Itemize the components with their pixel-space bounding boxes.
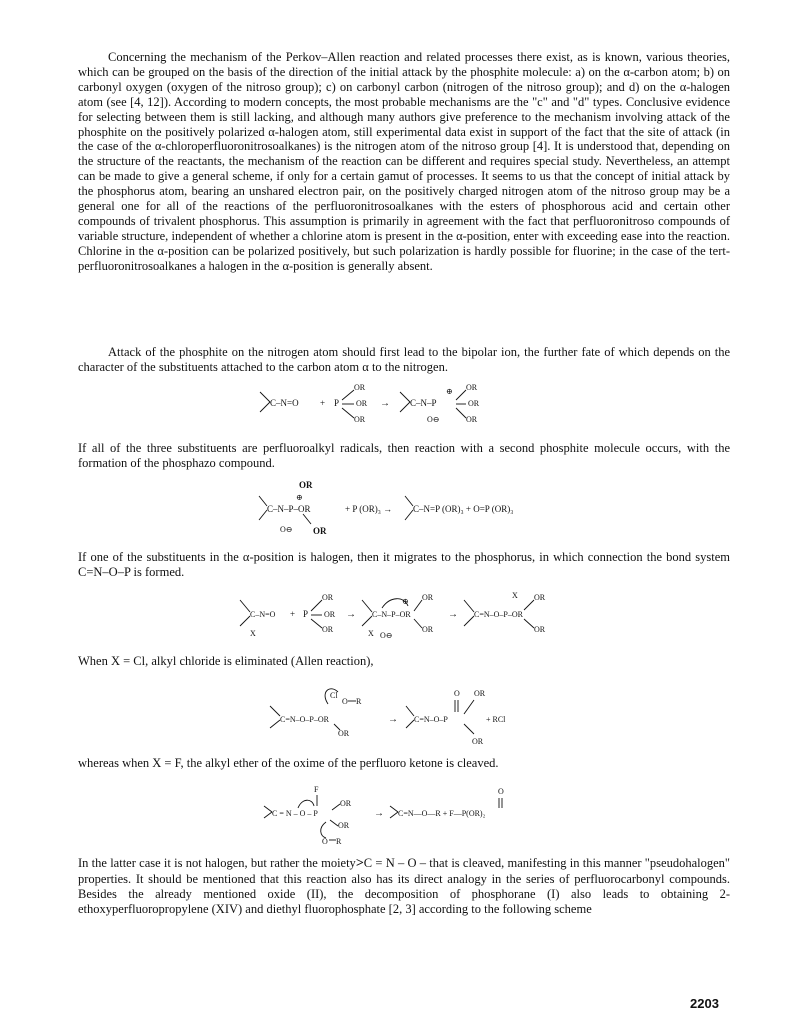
scheme5-product: C=N—O—R + F—P(OR)₂ [398, 809, 486, 818]
pseudohalogen-text-start: In the latter case it is not halogen, but rather the moiety [78, 856, 356, 870]
scheme3-charge-minus: O⊖ [380, 631, 393, 640]
scheme4-left: C=N–O–P–OR [280, 715, 329, 724]
scheme5-left: C = N – O – P [272, 809, 318, 818]
scheme4-or-bottom: OR [472, 737, 484, 746]
scheme3-charge-plus: ⊕ [402, 597, 409, 606]
scheme2-or-bottom: OR [313, 526, 327, 536]
scheme3-arrow-2: → [448, 609, 458, 620]
scheme4-arrow: → [388, 714, 398, 725]
scheme2-or-top: OR [299, 480, 313, 490]
scheme2-reagent: + P (OR)₃ → [345, 504, 393, 514]
scheme2-charge-plus: ⊕ [296, 493, 303, 502]
paragraph-oxime-cleavage: whereas when X = F, the alkyl ether of the oxime of the perfluoro ketone is cleaved. [78, 756, 499, 770]
scheme1-or-2: OR [356, 399, 368, 408]
scheme1-product-or-3: OR [466, 415, 478, 424]
scheme4-product: C=N–O–P [414, 715, 448, 724]
scheme2-product: C–N=P (OR)₃ + O=P (OR)₃ [413, 504, 514, 514]
scheme4-o: O [342, 697, 348, 706]
scheme-bipolar-ion [250, 378, 550, 430]
scheme3-product: C=N–O–P–OR [474, 610, 523, 619]
scheme1-or-3: OR [354, 415, 366, 424]
page-number: 2203 [690, 996, 719, 1011]
scheme1-arrow: → [380, 398, 390, 409]
paragraph-mechanism-theories: Concerning the mechanism of the Perkov–Allen reaction and related processes there exist, as is known, various theories, which can be grouped on the basis of the direction of the initial attack by the phosphite molecule: a) on the α-carbon atom; b) on carbonyl oxygen (oxygen of the nitroso group); c) on carbonyl carbon (nitrogen of the nitroso group); and d) on the α-halogen atom (see [4, 12]). According to modern concepts, the most probable mechanisms are the "c" and "d" types. Conclusive evidence for selecting between them is still lacking, and although many authors give preference to the mechanism involving attack of the phosphite on the positively polarized α-halogen atom, still experimental data exist in support of the fact that the site of attack (in the case of the α-chloroperfluoronitrosoalkanes) is the nitrogen atom of the nitroso group [4]. It is understood that, depending on the structure of the reactants, the mechanism of the reaction can be different and requires special study. Nevertheless, an attempt can be made to give a general scheme, if only for a certain gamut of processes. It seems to us that the concept of initial attack by the phosphorus atom, bearing an unshared electron pair, on the positively charged nitrogen atom of the nitroso group may be a general one for all of the reactions of the perfluoronitrosoalkanes with the esters of phosphorous acid and certain other compounds of trivalent phosphorus. This assumption is primarily in agreement with the fact that perfluoronitroso compounds of variable structure, independent of whether a chlorine atom is present in the α-position, enter with exceeding ease into the reaction. Chlorine in the α-position can be polarized positively, but such polarization is hardly possible for fluorine; in the case of the tert-perfluoronitrosoalkanes a halogen in the α-position is generally absent. [78, 50, 730, 273]
scheme3-mid-or-2: OR [422, 625, 434, 634]
scheme3-reactant: C–N=O [250, 610, 276, 619]
scheme3-plus: + [290, 609, 296, 619]
scheme5-f: F [314, 785, 319, 794]
scheme1-product: C–N–P [410, 398, 437, 408]
scheme1-phosphorus: P [334, 398, 340, 408]
scheme1-reactant: C–N=O [270, 398, 299, 408]
scheme3-or-1: OR [322, 593, 334, 602]
scheme2-charge-minus: O⊖ [280, 525, 293, 534]
paragraph-halogen-migration: If one of the substituents in the α-position is halogen, then it migrates to the phosphorus, in which connection the bond system C=N–O–P is formed. [78, 550, 730, 579]
scheme1-product-or-2: OR [468, 399, 480, 408]
scheme-halogen-migration [232, 586, 562, 646]
scheme3-x-2: X [368, 629, 374, 638]
scheme1-charge-minus: O⊖ [427, 415, 440, 424]
scheme5-r: R [336, 837, 342, 846]
scheme1-charge-plus: ⊕ [446, 387, 453, 396]
scheme5-or-1: OR [340, 799, 352, 808]
scheme4-cl: Cl [330, 691, 338, 700]
scheme5-curved-arrow-2 [321, 822, 326, 838]
scheme5-arrow: → [374, 808, 384, 819]
paragraph-pseudohalogen [78, 856, 730, 917]
scheme5-or-2: OR [338, 821, 350, 830]
scheme4-or-bottom-left: OR [338, 729, 350, 738]
scheme5-o-top: O [498, 787, 504, 796]
scheme3-intermediate: C–N–P–OR [372, 610, 411, 619]
scheme3-product-or-2: OR [534, 625, 546, 634]
scheme3-mid-or-1: OR [422, 593, 434, 602]
pseudohalogen-text-rest: C = N – O – that is cleaved, manifesting in this manner "pseudohalogen" properties. It should be mentioned that this reaction also has its direct analogy in the series of perfluorocarbonyl compounds. Besides the already mentioned oxide (II), the decomposition of phosphorane (I) also leads to obtaining 2-ethoxyperfluoropropylene (XIV) and diethyl fluorophosphate [2, 3] according to the following scheme [78, 856, 730, 916]
paragraph-allen-reaction: When X = Cl, alkyl chloride is eliminated (Allen reaction), [78, 654, 374, 668]
scheme3-product-or-1: OR [534, 593, 546, 602]
scheme2-left: C–N–P–OR [267, 504, 311, 514]
scheme-allen-reaction [268, 684, 568, 748]
scheme1-product-or-1: OR [466, 383, 478, 392]
scheme4-o-top: O [454, 689, 460, 698]
scheme3-product-x: X [512, 591, 518, 600]
scheme4-r: R [356, 697, 362, 706]
scheme4-or-top: OR [474, 689, 486, 698]
scheme1-plus: + [320, 398, 326, 408]
moiety-bracket-icon: > [355, 856, 364, 871]
scheme5-o: O [322, 837, 328, 846]
scheme3-phosphorus: P [303, 609, 309, 619]
paragraph-phosphazo: If all of the three substituents are perfluoroalkyl radicals, then reaction with a second phosphite molecule occurs, with the formation of the phosphazo compound. [78, 441, 730, 470]
scheme3-x: X [250, 629, 256, 638]
scheme4-rcl: + RCl [486, 715, 506, 724]
scheme5-curved-arrow [298, 800, 314, 808]
paragraph-phosphite-attack: Attack of the phosphite on the nitrogen atom should first lead to the bipolar ion, the further fate of which depends on the character of the substituents attached to the carbon atom α to the nitrogen. [78, 345, 730, 374]
scheme3-arrow-1: → [346, 609, 356, 620]
scheme3-or-3: OR [322, 625, 334, 634]
scheme-oxime-cleavage [262, 782, 562, 848]
scheme3-or-2: OR [324, 610, 336, 619]
scheme1-or-1: OR [354, 383, 366, 392]
scheme-phosphazo [255, 478, 575, 538]
